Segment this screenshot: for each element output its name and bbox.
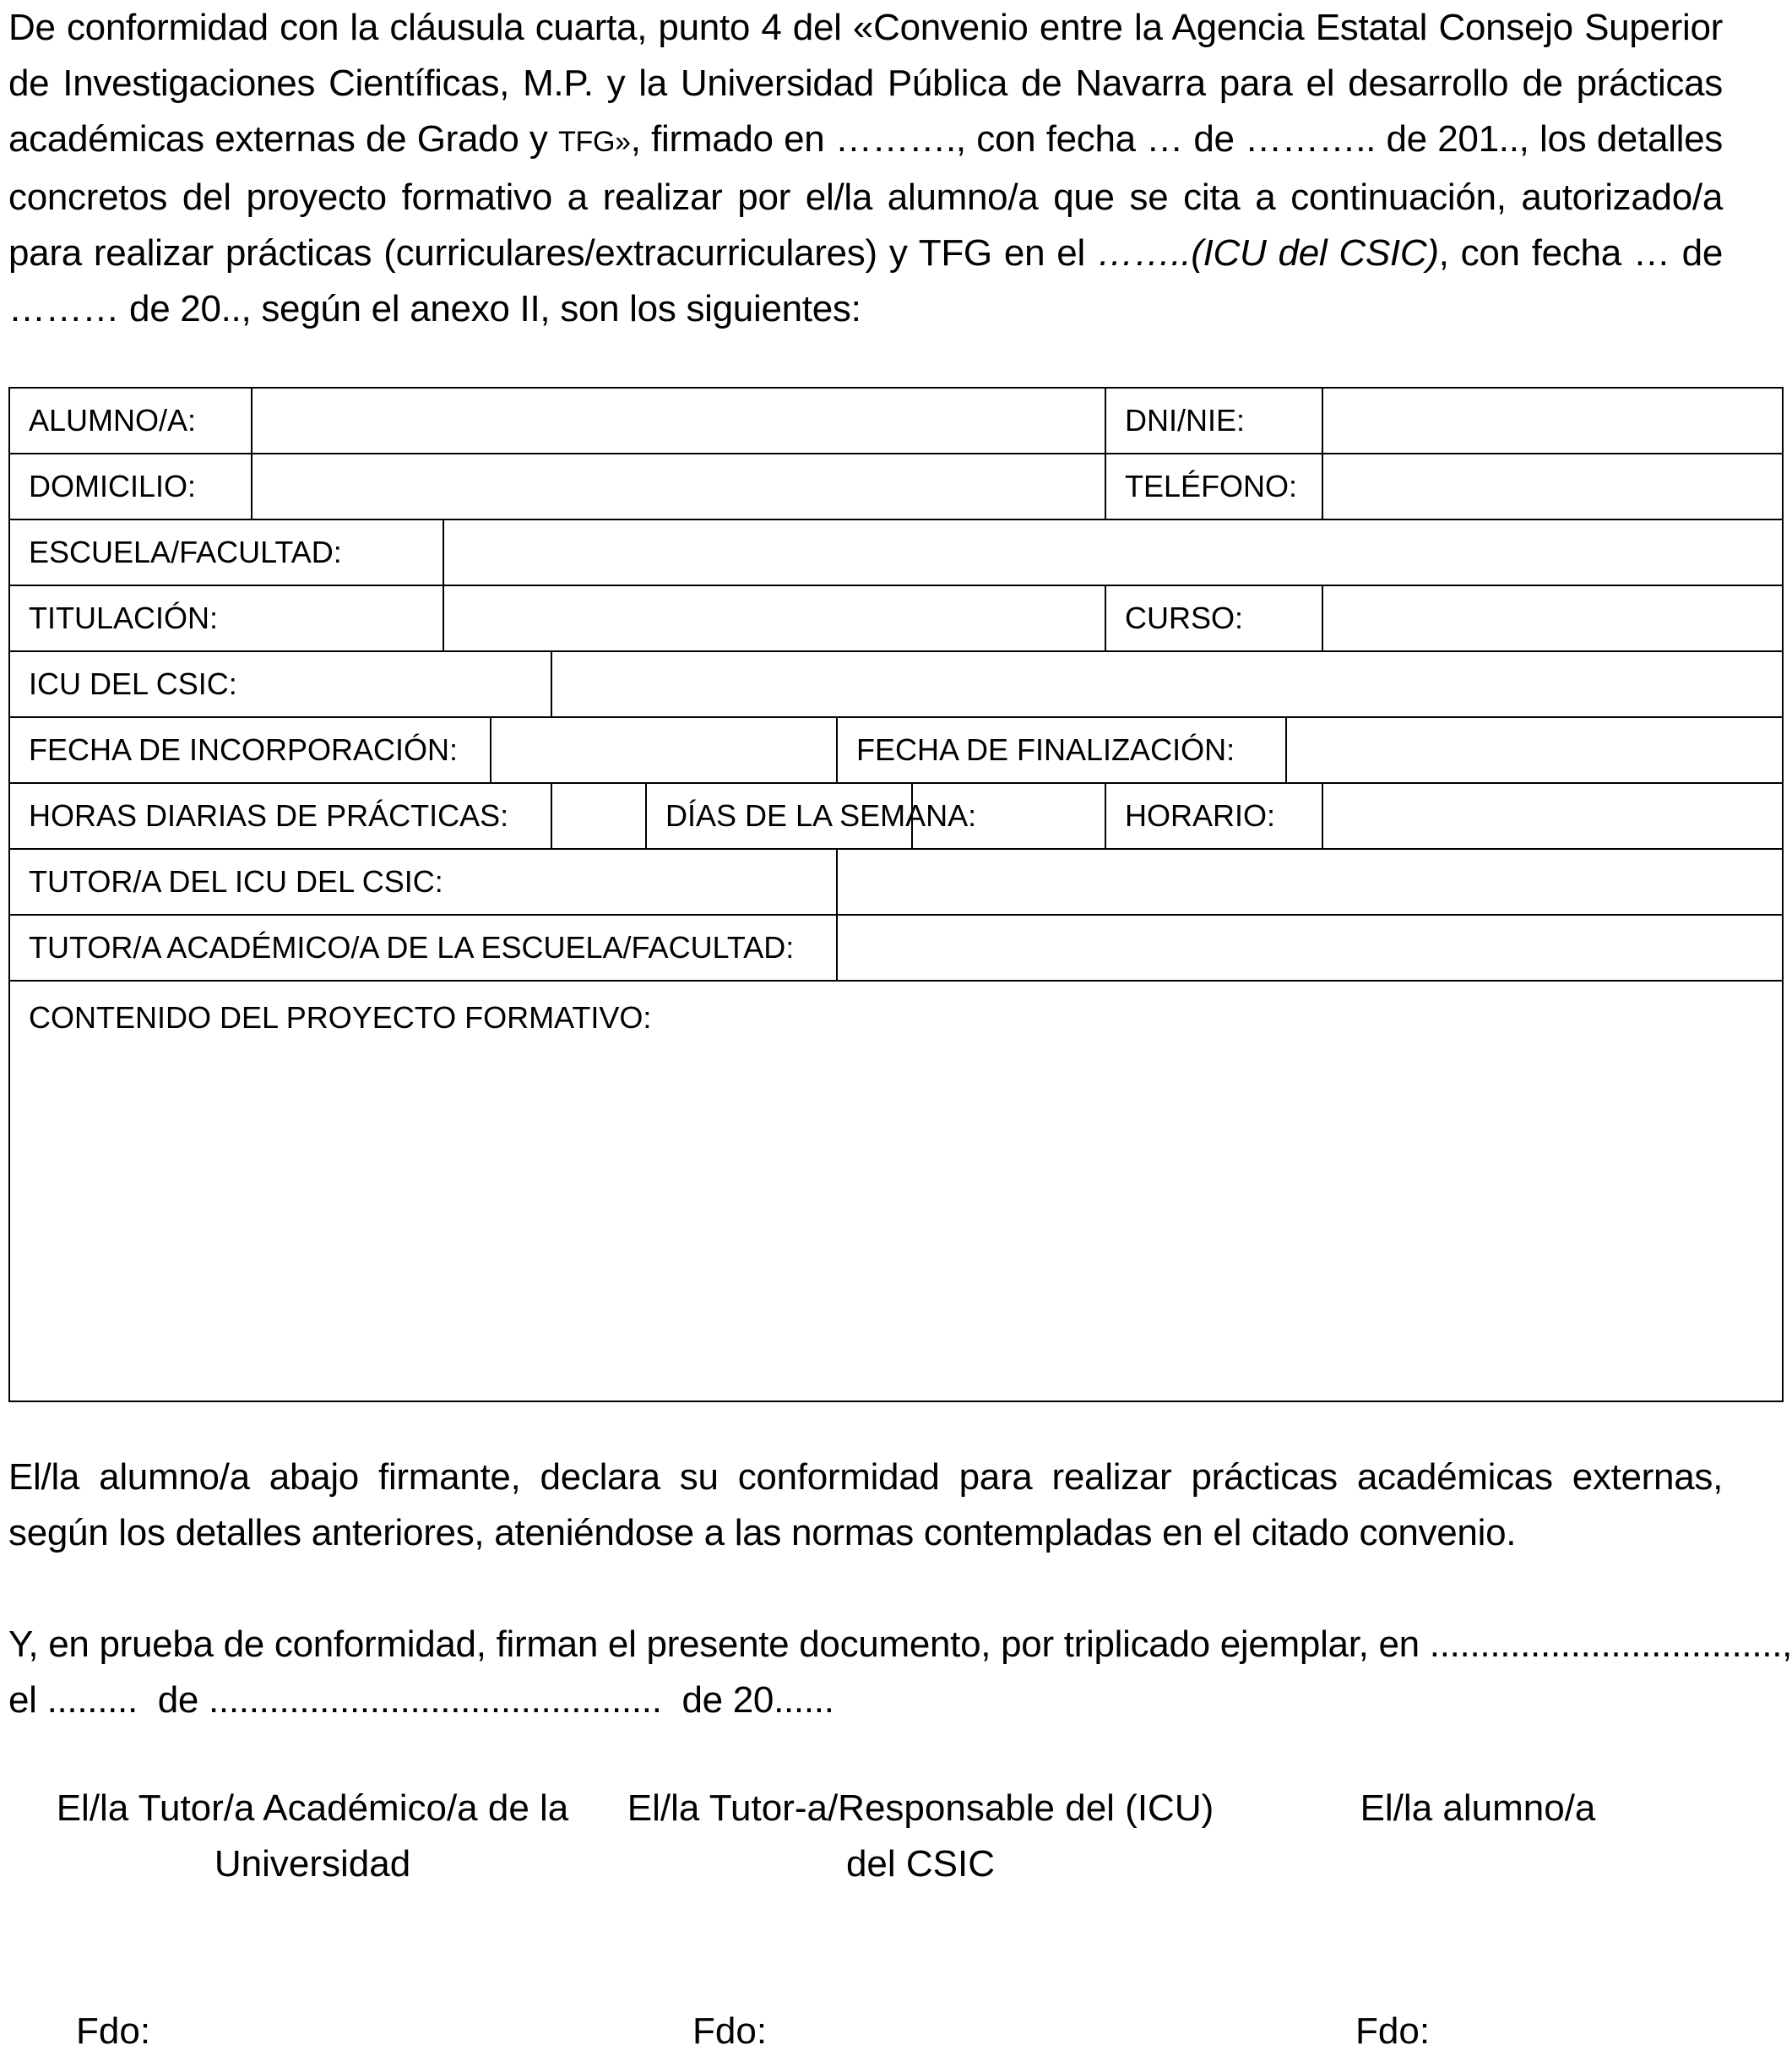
- signature-tutor-csic-line2: del CSIC: [845, 1843, 996, 1885]
- row-fechas: [9, 717, 1783, 783]
- row-icu: [9, 651, 1783, 717]
- domicilio-label: DOMICILIO:: [9, 454, 252, 519]
- fdo-tutor-csic: Fdo:: [692, 2010, 768, 2052]
- signature-tutor-academico-line1: El/la Tutor/a Académico/a de la: [56, 1787, 569, 1829]
- dni-field[interactable]: [1322, 388, 1783, 454]
- student-form-table: [8, 387, 1784, 1402]
- intro-text-2: , firmado en ………., con fecha … de ……….. de 201.., los detalles concretos del proyecto formativo a realizar por el/la alumno/a que se cita a continuación, autorizado/a para realizar prácticas (curriculares/extracurriculares) y TFG en el: [8, 118, 1723, 274]
- intro-icu-italic: ……..(ICU del CSIC): [1097, 232, 1439, 274]
- row-tutor-academico: [9, 915, 1783, 981]
- fecha-finalizacion-label: FECHA DE FINALIZACIÓN:: [837, 717, 1286, 783]
- titulacion-label: TITULACIÓN:: [9, 585, 443, 651]
- intro-paragraph: [8, 0, 1723, 337]
- tutor-academico-label: TUTOR/A ACADÉMICO/A DE LA ESCUELA/FACULTAD:: [9, 915, 837, 981]
- alumno-field[interactable]: [252, 388, 1105, 454]
- row-horas: [9, 783, 1783, 849]
- domicilio-field[interactable]: [252, 454, 1105, 519]
- titulacion-field[interactable]: [443, 585, 1105, 651]
- horario-label: HORARIO:: [1105, 783, 1322, 849]
- signature-tutor-academico-line2: Universidad: [214, 1843, 411, 1885]
- fecha-incorporacion-field[interactable]: [491, 717, 837, 783]
- escuela-field[interactable]: [443, 519, 1783, 585]
- prueba-line-1: Y, en prueba de conformidad, firman el presente documento, por triplicado ejemplar, en ...................................,: [8, 1624, 1792, 1665]
- curso-label: CURSO:: [1105, 585, 1322, 651]
- signature-tutor-csic-line1: El/la Tutor-a/Responsable del (ICU): [627, 1787, 1214, 1829]
- signature-alumno: [1326, 1781, 1630, 1836]
- tutor-icu-field[interactable]: [837, 849, 1783, 915]
- contenido-label: CONTENIDO DEL PROYECTO FORMATIVO:: [29, 1000, 652, 1035]
- horario-field[interactable]: [1322, 783, 1783, 849]
- row-alumno: [9, 388, 1783, 454]
- fecha-finalizacion-field[interactable]: [1286, 717, 1783, 783]
- telefono-label: TELÉFONO:: [1105, 454, 1322, 519]
- declaracion-paragraph: El/la alumno/a abajo firmante, declara su conformidad para realizar prácticas académicas externas, según los detalles anteriores, ateniéndose a las normas contempladas en el citado convenio.: [8, 1456, 1723, 1553]
- dias-label: DÍAS DE LA SEMANA:: [646, 783, 912, 849]
- signature-tutor-csic: [625, 1781, 1216, 1892]
- row-domicilio: [9, 454, 1783, 519]
- icu-label: ICU DEL CSIC:: [9, 651, 551, 717]
- tutor-academico-field[interactable]: [837, 915, 1783, 981]
- curso-field[interactable]: [1322, 585, 1783, 651]
- signature-tutor-academico: [34, 1781, 591, 1892]
- intro-text-1: De conformidad con la cláusula cuarta, punto 4 del «Convenio entre la Agencia Estatal Consejo Superior de Investigaciones Científicas, M.P. y la Universidad Pública de Navarra para el desarrollo de prácticas académicas externas de Grado y: [8, 7, 1723, 160]
- escuela-label: ESCUELA/FACULTAD:: [9, 519, 443, 585]
- fdo-tutor-academico: Fdo:: [76, 2010, 151, 2052]
- icu-field[interactable]: [551, 651, 1783, 717]
- signature-alumno-line1: El/la alumno/a: [1360, 1787, 1596, 1829]
- dni-label: DNI/NIE:: [1105, 388, 1322, 454]
- telefono-field[interactable]: [1322, 454, 1783, 519]
- row-tutor-icu: [9, 849, 1783, 915]
- fecha-incorporacion-label: FECHA DE INCORPORACIÓN:: [9, 717, 491, 783]
- intro-tfg: TFG»: [558, 126, 631, 158]
- row-escuela: [9, 519, 1783, 585]
- tutor-icu-label: TUTOR/A DEL ICU DEL CSIC:: [9, 849, 837, 915]
- prueba-line-2: el ......... de ............................................. de 20......: [8, 1679, 834, 1721]
- horas-field[interactable]: [551, 783, 646, 849]
- intro-text-3: , con fecha … de ……… de 20.., según el anexo II, son los siguientes:: [8, 232, 1724, 329]
- alumno-label: ALUMNO/A:: [9, 388, 252, 454]
- contenido-field[interactable]: [9, 981, 1783, 1401]
- fdo-alumno: Fdo:: [1355, 2010, 1431, 2052]
- row-titulacion: [9, 585, 1783, 651]
- row-contenido: [9, 981, 1783, 1401]
- horas-label: HORAS DIARIAS DE PRÁCTICAS:: [9, 783, 551, 849]
